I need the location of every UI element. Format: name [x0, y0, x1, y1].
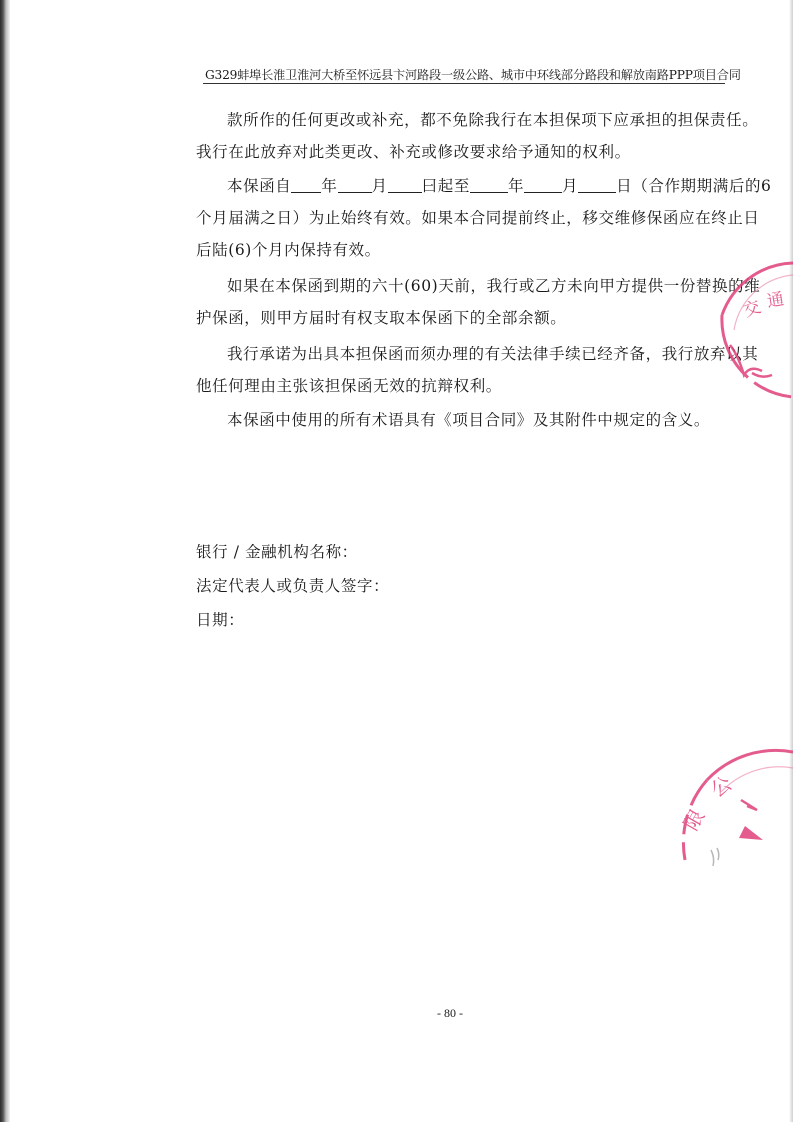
text-line: 款所作的任何更改或补充，都不免除我行在本担保项下应承担的担保责任。	[227, 111, 759, 129]
seal-character: 限	[678, 805, 710, 835]
blank-end-year	[470, 174, 508, 193]
seal-character: 交	[740, 297, 764, 322]
text-line: 我行承诺为出具本担保函而须办理的有关法律手续已经齐备，我行放弃以其	[227, 345, 759, 363]
text-fragment: 年	[321, 177, 338, 195]
text-fragment: 曰起至	[421, 177, 470, 195]
text-line: 后陆(6)个月内保持有效。	[196, 241, 381, 259]
representative-signature-label: 法定代表人或负责人签字：	[196, 577, 390, 595]
blank-start-day	[388, 174, 422, 193]
header-rule	[203, 83, 725, 84]
scan-edge-shadow	[0, 0, 10, 1122]
seal-character: 公	[706, 770, 737, 803]
text-fragment: 日（合作期期满后的6	[616, 177, 772, 195]
paragraph-validity	[196, 170, 772, 266]
blank-end-day	[578, 174, 616, 193]
text-fragment: 月	[371, 177, 388, 195]
text-line: 如果在本保函到期的六十(60)天前，我行或乙方未向甲方提供一份替换的维	[227, 277, 761, 295]
blank-start-month	[338, 174, 372, 193]
text-fragment: 本保函自	[227, 177, 292, 195]
paragraph-amendments	[196, 104, 759, 168]
text-line: 我行在此放弃对此类更改、补充或修改要求给予通知的权利。	[196, 143, 631, 161]
text-line: 护保函，则甲方届时有权支取本保函下的全部余额。	[196, 309, 567, 327]
scan-edge-right	[789, 0, 793, 1122]
bank-name-label: 银行 / 金融机构名称：	[196, 543, 358, 561]
running-header: G329蚌埠长淮卫淮河大桥至怀远县卞河路段一级公路、城市中环线部分路段和解放南路PPP项目合同	[205, 68, 741, 82]
text-line: 个月届满之日）为止始终有效。如果本合同提前终止，移交维修保函应在终止日	[196, 209, 760, 227]
text-fragment: 年	[507, 177, 525, 195]
seal-character: 通	[765, 289, 786, 312]
validity-date-line	[196, 170, 772, 202]
text-line: 他任何理由主张该担保函无效的抗辩权利。	[196, 377, 502, 395]
page-number: - 80 -	[437, 1006, 463, 1020]
lower-seal-stamp	[655, 740, 793, 890]
blank-start-year	[291, 174, 321, 193]
upper-seal-stamp	[650, 255, 793, 405]
date-label: 日期：	[196, 611, 245, 629]
text-line: 本保函中使用的所有术语具有《项目合同》及其附件中规定的含义。	[227, 411, 711, 429]
paragraph-terms	[196, 404, 756, 436]
blank-end-month	[524, 174, 562, 193]
text-fragment: 月	[562, 177, 579, 195]
